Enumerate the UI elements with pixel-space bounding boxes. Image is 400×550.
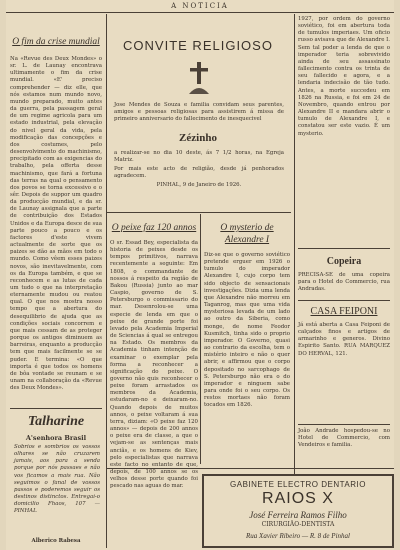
ad-name: José Ferreira Ramos Filho — [249, 510, 347, 520]
divider — [298, 424, 390, 425]
divider — [10, 408, 102, 409]
newspaper-page — [6, 0, 394, 550]
column-divider — [294, 14, 295, 474]
cross-ornament-icon — [186, 60, 212, 96]
poem-dedication: A'senhora Brasil — [25, 434, 87, 442]
mysterio-body: Diz-se que o governo soviético pretende erguer em 1926 o tumulo do imperador Alexandre I, cujo corpo tem sido objecto de sensacionais investigações. Dizia uma lenda que Alexandre não morreu em Taganrog, mas que uma vida mysteriosa levada de um lado ao outro da Siberia, como monge, de nome Feodor Kusmitch, tinha sido o proprio imperador. O Governo, quasi ao contrario da escolha, tem o mistério inteiro e não o quer abrir, e affirmou que o corpo depositado no sarcophago de S. Petersburgo não era o do imperador e ninguem sabe para onde foi o seu corpo. Os restos mortaes não foram tocados em 1826. — [204, 252, 290, 409]
copeira-body: PRECISA-SE de uma copeira para o Hotel do Commercio, rua Andradas. — [298, 272, 390, 293]
poem-heading: Talharine — [27, 414, 85, 429]
column-1 — [10, 16, 102, 546]
deceased-name: Zézinho — [179, 132, 217, 144]
column-divider — [106, 468, 107, 548]
peixe-heading: O peixe faz 120 annos — [111, 223, 197, 233]
invite-block — [110, 16, 286, 206]
top-rule — [6, 12, 394, 13]
copeira-heading: Copeira — [326, 256, 362, 267]
mysterio-article — [204, 216, 290, 466]
ad-role: CIRURGIÃO-DENTISTA — [261, 521, 335, 528]
column-3-text: 1927, por ordem do governo soviético, foi em abertura toda de tumulos imperiaes. Um oficio russo avisava que de Alexandre I. Sem tal poder a lenda de que o imperador teria sobrevivido ainda de seu assassinato fallecimento contra os trinta de seu fallecido e agora, e a lendaria indecisão de tão tudo. Antes, a morte succedeu em 1826 na Russia, e foi em 24 de Novembro, quando entrou por Alexandre II e mandara abrir o tumulo de Alexandre I, e constatou ser este vazio. É um mysterio. — [298, 16, 390, 137]
poem-text: Sobrios e sombrios os vossos olhares se não cruzarem jamais, aos para a senda porque por nós passaes e não vos ficamos a mais rua. Não seguimos o fanal de vossos passos e poderemos seguir os destinos distinctos. Entregai-o domicilio Fhaos, 107 — PINHAL — [14, 444, 100, 515]
ad-address: Rua Xavier Ribeiro — R. 8 de Pinhal — [246, 532, 350, 540]
column-3 — [298, 16, 390, 476]
divider — [298, 300, 390, 301]
column-divider — [106, 14, 107, 544]
bottom-divider — [106, 468, 394, 469]
peixe-body: O sr. Essad Bey, especialista da historia de peixes desde os tempos primitivos, narrava recentemente a seguinte: Em 1808, o commandante de nossos á respeito da região de Bakou (Russia) junto ao mar Caspio, governo de S. Petersburgo o commissario do mar. Desenrolou-se uma especie de lenda em que o peixe de grande porte foi levado pela Academia Imperial de Sciencias á qual se entregou na Estado. Os membros da Academia tinham intenção de examinar o exemplar pela forma a reconhecer a significação do peixe. O governo não quis reconhecer o peixe foram arrastados os membros da Academia, estudaram-no e deixaram-no. Quando depois de muitos annos, o peixe voltaram á sua terra, diziam: «O peixe faz 120 annos» — depois de 200 annos o peixe era de classe, a que o vejam-se as sentenças mais anciãs, e os homens de Kiev, pelo especialistas que narrava este facto no entanto de que, depois, de 100 annos se os velhos desse porte quando foi pescado nas aguas do mar. — [110, 240, 198, 490]
invite-details: a realizar-se no dia 10 deste, ás 7 1/2 horas, na Egreja Matriz. — [114, 150, 284, 164]
column-divider — [200, 214, 201, 464]
crise-article: Na «Revue des Deux Mondes» o sr. L. de Launay encontrava ultimamente o fim da crise mundial. «E' preciso comprehender — diz elle, que nós estamos num mundo novo, mundo preparado, muito antes da guerra, pela passagem geral de um regime agricola para um estado industrial, pela elevação do nivel geral da vida, pela modificação das concepções e dos costumes, pelo desenvolvimento do machinismo, precipitado com as exigencias do trabalho, pela offerta desse machinismo, que fará a fortuna das terras na qual o pensamento dos povos se torna excessivo e o sêr. Depois de suppor um quadro da producção mundial, e da sr. de Launay assignala que a parte de contribuição dos Estados Unidos e da Europa desce de sua parte pouco a pouco e os factores d'este vivem actualmente de sorte que os paizes se dão as mãos em todo o mundo. Como vêem esses paizes novos, são inevitavelmente, com os da Europa também, e que se reconhecem e as lutas de cada um tudo o que na interpretação eternamente mudou ou reatou qual. O que nos mostra nosso tempo que a abertura do desequilibrio de ajuda que as condições sociais concorrem e que mais cessam de as proteger porque os antigos diminuem as barreiras, enquanto a producção tem que mais facilmente se se puder. E termina: «O que importa é que todos os homens de bôa vontade se reunam e se unam na collaboração da «Revue des Deux Mondes». — [10, 56, 102, 392]
invite-date: PINHAL, 9 de Janeiro de 1926. — [156, 182, 242, 188]
invite-heading: CONVITE RELIGIOSO — [123, 38, 273, 53]
invite-thanks: Por mais este acto de religião, desde já penhorados agradecem. — [114, 166, 284, 180]
mysterio-heading: O mysterio de Alexandre I — [220, 223, 274, 245]
peixe-article — [110, 216, 198, 490]
ad-title: GABINETE ELECTRO DENTARIO — [230, 480, 366, 489]
divider — [298, 248, 390, 249]
divider — [106, 212, 291, 213]
crise-heading: O fim da crise mundial — [12, 37, 100, 47]
ad-big: RAIOS X — [262, 490, 334, 507]
casa-note: João Andrade hospedou-se no Hotel de Commercio, com Vendeiros e familia. — [298, 428, 390, 449]
poem-signature: Alberico Rabesa — [31, 538, 81, 544]
casa-heading: CASA FEIPONI — [310, 306, 378, 317]
invite-text: Jose Mendes de Souza e familia convidam seus parentes, amigos e pessoas religiosas para assistirem á missa de primeiro anniversario do fallecimento de inesquecivel — [114, 102, 284, 123]
dental-ad — [202, 474, 394, 548]
masthead: A NOTICIA — [171, 2, 229, 10]
casa-body: Já está aberta a Casa Feiponi de calçados finos e artigos de armarinho e generos. Divino Espirito Santo. RUA MARQUEZ DO HERVAL, 121. — [298, 322, 390, 357]
